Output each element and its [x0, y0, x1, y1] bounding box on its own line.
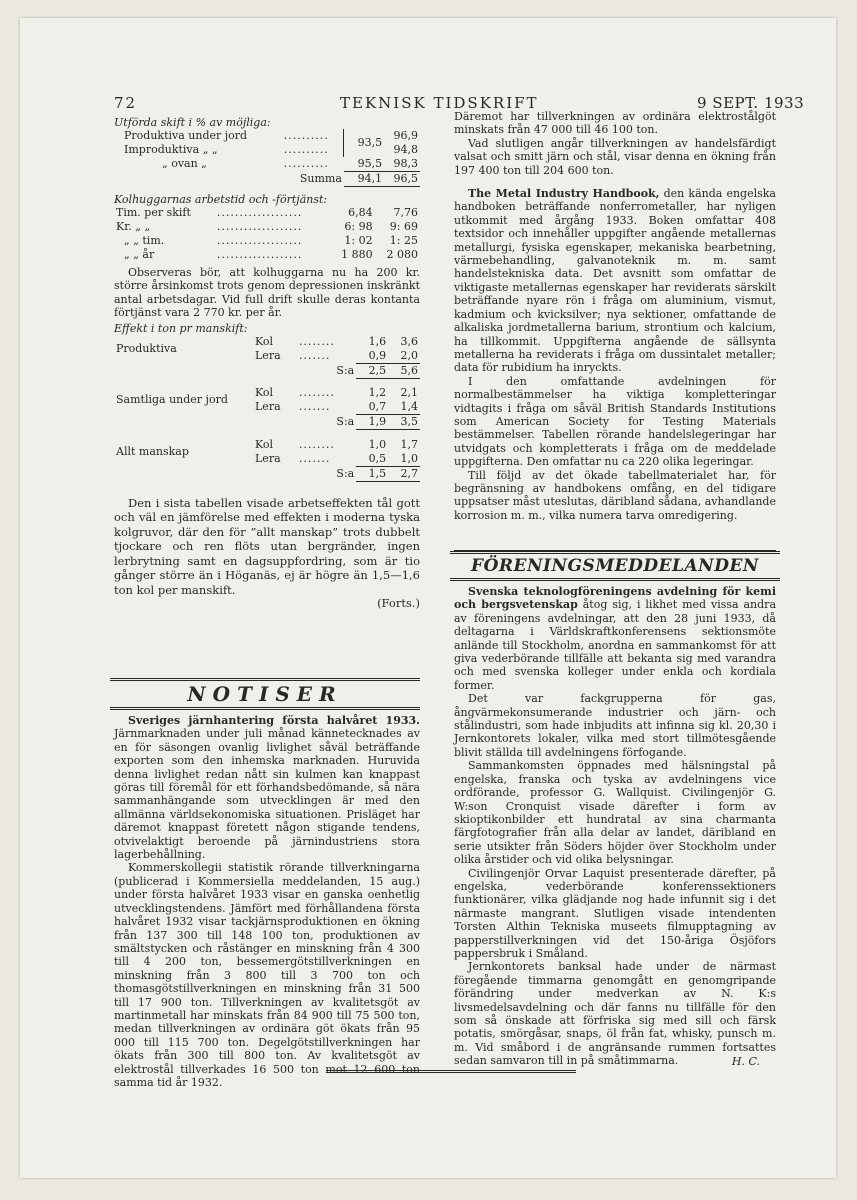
- paragraph-kolhuggarna: Observeras bör, att kolhuggarna nu ha 200 kr. större årsinkomst trots genom depressionen inskränkt antal arbetsdagar. Vid full drift skulle deras kontanta förtjänst vara 2 770 kr. per år.: [114, 266, 420, 320]
- article-title: The Metal Industry Handbook,: [468, 187, 660, 201]
- table-sum-row: Summa 94,1 96,5: [299, 172, 418, 185]
- table-sum-row: S:a 1,5 2,7: [336, 466, 418, 480]
- article-title: Svenska teknologföreningens avdelning för kemi och bergsvetenskap: [454, 585, 776, 612]
- table-row: Allt manskap Kol ........ 1,0 1,7: [114, 438, 420, 452]
- forts-note: (Forts.): [377, 596, 420, 611]
- article-title: Sveriges järnhantering första halvåret 1933.: [128, 714, 420, 727]
- table-sum-row: S:a 1,9 3,5: [336, 415, 418, 429]
- right-column: Däremot har tillverkningen av ordinära elektrostålgöt minskats från 47 000 till 46 100 ton. Vad slutligen angår tillverkningen av handelsfärdigt valsat och smitt järn och stål, visar denna en ökning från 197 400 ton till 204 600 ton. The Metal Industry Handbook, den kända engelska handboken beträffande nonferrometaller, har nyligen utkommit med årgång 1933. Boken omfattar 408 textsidor och innehåller uppgifter angående metallernas metallurgi, fysiska egenskaper, mekaniska bearbetning, värmebehandling, galvanoteknik m. m. samt handelstekniska data. Det avsnitt som omfattar de viktigaste metallernas egenskaper har reviderats särskilt beträffande nyare rön i fråga om aluminium, vismut, kadmium och kvicksilver; nya sektioner, omfattande de alkaliska jordmetallerna barium, strontium och kalcium, ha tillkommit. Uppgifterna angående de sällsynta metallerna ha reviderats i fråga om dussintalet metaller; data för rubidium ha inryckts. I den omfattande avdelningen för normalbestämmelser ha viktiga kompletteringar vidtagits i fråga om såväl British Standards Institutions som American Society for Testing Materials bestämmelser. Tabellen rörande handelslegeringar har utvidgats och kompletterats i fråga om de meddelade uppgifterna. Den omfattar nu ca 220 olika legeringar. Till följd av det ökade tabellmaterialet har, för begränsning av handbokens omfång, en del tidigare uppsatser måst uteslutas, däribland sådana, avhandlande korrosion m. m., vilka numera tarva omredigering.: [454, 110, 776, 522]
- table-kolhuggarnas-arbetstid: [114, 206, 420, 262]
- table-row: Tim. per skift ................... 6,84 7,76: [116, 206, 418, 219]
- left-column: [114, 116, 420, 611]
- group-name: Produktiva: [116, 341, 177, 355]
- signature: H. C.: [731, 1054, 760, 1068]
- table-row: Samtliga under jord Kol ........ 1,2 2,1: [114, 386, 420, 400]
- table-sum-row: S:a 2,5 5,6: [336, 363, 418, 377]
- journal-title: TEKNISK TIDSKRIFT: [340, 94, 539, 112]
- table-row: Lera ....... 0,9 2,0: [255, 348, 418, 362]
- foreningsmeddelanden-article: Svenska teknologföreningens avdelning för kemi och bergsvetenskap åtog sig, i likhet med vissa andra av föreningens avdelningar, att den 28 juni 1933, då deltagarna i Världskraftkonferensens sektionsmöte anlände till Stockholm, anordna en sammankomst för att giva vederbörande tillfälle att bekanta sig med varandra och med svenska kolleger under enkla och kordiala former. Det var fackgrupperna för gas, ångvärmekonsumerande industrier och järn- och stålindustri, som hade inbjudits att infinna sig kl. 20,30 i Jernkontorets lokaler, vilka med stort tillmötesgående blivit ställda till avdelningens förfogande. Sammankomsten öppnades med hälsningstal på engelska, franska och tyska av avdelningens vice ordförande, professor G. Wallquist. Civilingenjör G. W:son Cronquist visade därefter i form av skioptikonbilder ett hundratal av sina charmanta färgfotografier från alla delar av landet, däribland en serie utsikter från Söders höjder över Stockholm under olika årstider och vid olika belysningar. Civilingenjör Orvar Laquist presenterade därefter, på engelska, vederbörande konferenssektioners funktionärer, vilka glädjande nog hade infunnit sig i det närmaste mangrant. Slutligen visade intendenten Torsten Althin Tekniska museets filmupptagning av papperstillverkningen vid det 150-åriga Ösjöfors pappersbruk i Småland. Jernkontorets banksal hade under de närmast föregående timmarna genomgått en genomgripande förändring under medverkan av N. K:s livsmedelsavdelning och där fanns nu tillfälle för den som så önskade att förfriska sig med sill och färsk potatis, smörgåsar, snaps, öl från fat, whisky, punsch m. m. Vid småbord i de angränsande rummen fortsattes sedan samvaron till in på småtimmarna. H. C.: [454, 585, 777, 1068]
- group-name: Samtliga under jord: [116, 393, 228, 407]
- bottom-rule: [326, 1070, 576, 1073]
- section-title-notiser: NOTISER: [110, 678, 420, 710]
- table1-heading: Utförda skift i % av möjliga:: [114, 116, 271, 129]
- table-utforda-skift: [122, 129, 420, 187]
- table-row: „ ovan „ .......... 95,5 98,3: [162, 157, 418, 171]
- group-name: Allt manskap: [116, 444, 189, 458]
- table-row: Produktiva under jord .......... 93,5 96,9: [122, 129, 420, 143]
- table2-heading: Kolhuggarnas arbetstid och -förtjänst:: [114, 193, 328, 206]
- paragraph-arbetseffekt: Den i sista tabellen visade arbetseffekten tål gott och väl en jämförelse med effekten i moderna tyska kolgruvor, där den för ”allt manskap” trots dubbelt tjockare och ren flöts utan bergränder, ingen lerbrytning samt en dagsuppfordring, som är tio gånger större än i Höganäs, ej är högre än 1,5—1,6 ton kol per manskift. (Forts.): [114, 495, 420, 611]
- table-row: Improduktiva „ „ .......... 94,8: [124, 143, 418, 156]
- issue-date: 9 SEPT. 1933: [697, 94, 805, 112]
- section-title-foreningsmeddelanden: FÖRENINGSMEDDELANDEN: [450, 551, 780, 581]
- table-row: Kr. „ „ ................... 6: 98 9: 69: [116, 220, 418, 233]
- table-effekt-per-manskift: [114, 335, 420, 482]
- table-row: Produktiva Kol ........ 1,6 3,6: [114, 335, 420, 349]
- table-row: „ „ år ................... 1 880 2 080: [124, 248, 418, 261]
- table-row: Lera ....... 0,5 1,0: [255, 451, 418, 465]
- table-row: Lera ....... 0,7 1,4: [255, 400, 418, 414]
- notiser-article: Sveriges järnhantering första halvåret 1933. Järnmarknaden under juli månad kännetecknades av en för säsongen ovanlig livlighet såväl beträffande exporten som den inhemska marknaden. Huruvida denna livlighet redan nått sin kulmen kan knappast göras till föremål för ett förhandsbedömande, så nära sammanhängande som utvecklingen är med den allmänna världsekonomiska situationen. Prisläget har däremot knappast företett någon stigande tendens, otvivelaktigt beroende på järnindustriens stora lagerbehållning. Kommerskollegii statistik rörande tillverkningarna (publicerad i Kommersiella meddelanden, 15 aug.) under första halvåret 1933 visar en ganska oenhetlig utvecklingstendens. Jämfört med förhållandena första halvåret 1932 visar tackjärnsproduktionen en ökning från 137 300 till 148 100 ton, produktionen av smältstycken och råstänger en minskning från 4 300 till 4 200 ton, bessemergötstillverkningen en minskning från 3 800 till 3 700 ton och thomasgötstillverkningen en minskning från 31 500 till 17 900 ton. Tillverkningen av kvalitetsgöt av martinmetall har minskats från 84 900 till 75 500 ton, medan tillverkningen av ordinära göt ökats från 95 000 till 115 700 ton. Degelgötstillverkningen har ökats från 300 till 800 ton. Av kvalitetsgöt av elektrostål tillverkades 16 500 ton mot 12 600 ton samma tid år 1932.: [114, 714, 420, 1089]
- table3-heading: Effekt i ton pr manskift:: [114, 321, 248, 335]
- page-number: 72: [114, 94, 138, 112]
- table-row: „ „ tim. ................... 1: 02 1: 25: [124, 234, 418, 247]
- page-sheet: [20, 18, 836, 1178]
